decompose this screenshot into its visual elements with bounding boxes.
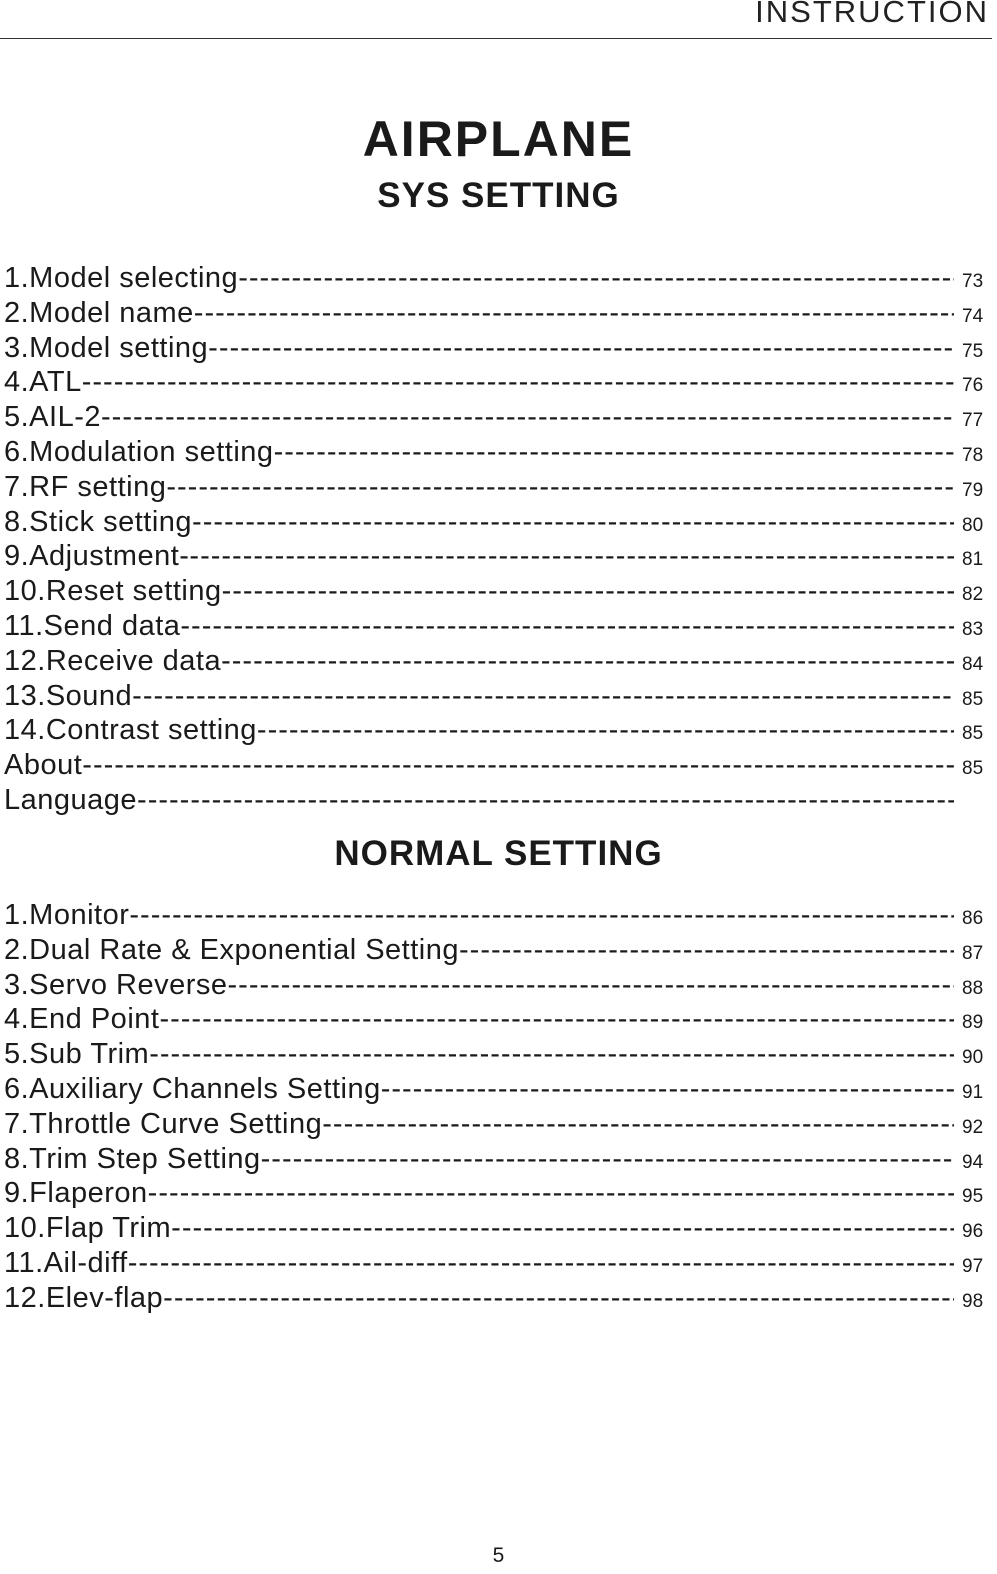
toc-dot-leader [222, 575, 954, 608]
toc-dot-leader [322, 1108, 954, 1141]
toc-entry-label: 11.Ail-diff [4, 1246, 128, 1279]
toc-entry[interactable] [4, 784, 994, 819]
toc-entry-label: About [4, 749, 83, 782]
toc-entry-label: 2.Model name [4, 296, 194, 329]
toc-entry-label: 3.Servo Reverse [4, 968, 228, 1001]
toc-entry[interactable] [4, 332, 994, 367]
toc-entry-page: 96 [962, 1221, 984, 1243]
toc-entry-label: 14.Contrast setting [4, 714, 257, 747]
toc-entry[interactable] [4, 575, 994, 610]
toc-entry-page: 98 [962, 1290, 984, 1312]
toc-entry-label: 3.Model setting [4, 331, 209, 364]
toc-entry[interactable] [4, 1073, 994, 1108]
toc-entry-page: 79 [962, 479, 984, 501]
toc-entry-page: 89 [962, 1012, 984, 1034]
toc-entry-page: 85 [962, 723, 984, 745]
toc-entry[interactable] [4, 1247, 994, 1282]
toc-dot-leader [132, 680, 954, 713]
toc-entry-page: 81 [962, 549, 984, 571]
toc-entry-label: 10.Reset setting [4, 575, 222, 608]
toc-dot-leader [459, 934, 954, 967]
toc-entry-page: 90 [962, 1047, 984, 1069]
toc-entry[interactable] [4, 297, 994, 332]
toc-dot-leader [228, 969, 955, 1002]
toc-entry-page: 78 [962, 444, 984, 466]
toc-entry-label: 4.ATL [4, 366, 82, 399]
toc-entry[interactable] [4, 1143, 994, 1178]
toc-entry-page: 85 [962, 688, 984, 710]
toc-entry-page: 75 [962, 340, 984, 362]
toc-entry-label: 8.Stick setting [4, 505, 193, 538]
toc-entry-page: 94 [962, 1151, 984, 1173]
toc-entry[interactable] [4, 969, 994, 1004]
toc-dot-leader [101, 401, 954, 434]
main-title: AIRPLANE [362, 111, 635, 167]
toc-entry[interactable] [4, 540, 994, 575]
toc-entry[interactable] [4, 506, 994, 541]
toc-entry[interactable] [4, 1003, 994, 1038]
toc-entry[interactable] [4, 471, 994, 506]
toc-entry-label: 6.Auxiliary Channels Setting [4, 1072, 381, 1105]
page-number: 5 [492, 1544, 505, 1567]
toc-entry[interactable] [4, 1038, 994, 1073]
toc-entry[interactable] [4, 1108, 994, 1143]
toc-dot-leader [192, 506, 954, 539]
toc-entry-page: 92 [962, 1116, 984, 1138]
toc-dot-leader [128, 1247, 954, 1280]
toc-dot-leader [163, 1282, 954, 1315]
toc-entry-label: 8.Trim Step Setting [4, 1142, 261, 1175]
toc-entry-page: 91 [962, 1081, 984, 1103]
normal-setting-heading: NORMAL SETTING [334, 834, 663, 873]
toc-dot-leader [166, 471, 954, 504]
toc-dot-leader [171, 1212, 954, 1245]
sys-setting-list [4, 262, 994, 819]
toc-entry[interactable] [4, 749, 994, 784]
toc-entry-label: 13.Sound [4, 679, 133, 712]
toc-entry-label: 11.Send data [4, 609, 181, 642]
toc-entry-label: 10.Flap Trim [4, 1212, 172, 1245]
toc-entry[interactable] [4, 714, 994, 749]
toc-entry[interactable] [4, 401, 994, 436]
toc-dot-leader [129, 899, 954, 932]
toc-dot-leader [274, 436, 954, 469]
toc-dot-leader [257, 714, 954, 747]
toc-entry-page: 82 [962, 584, 984, 606]
toc-entry-page: 85 [962, 758, 984, 780]
toc-entry-label: 9.Adjustment- [4, 540, 190, 573]
toc-entry[interactable] [4, 436, 994, 471]
toc-entry-label: 12.Elev-flap [4, 1281, 164, 1314]
toc-entry-page: 95 [962, 1186, 984, 1208]
toc-dot-leader [180, 610, 954, 643]
toc-entry-page: 97 [962, 1255, 984, 1277]
toc-entry[interactable] [4, 1282, 994, 1317]
toc-entry[interactable] [4, 1212, 994, 1247]
toc-entry-page: 83 [962, 618, 984, 640]
toc-dot-leader [159, 1003, 954, 1036]
toc-entry[interactable] [4, 262, 994, 297]
toc-dot-leader [221, 645, 954, 678]
toc-entry-page: 88 [962, 977, 984, 999]
toc-entry[interactable] [4, 899, 994, 934]
toc-dot-leader [82, 749, 954, 782]
toc-dot-leader [261, 1143, 954, 1176]
toc-entry-label: 5.Sub Trim [4, 1038, 150, 1071]
header-label: INSTRUCTION [755, 0, 989, 29]
toc-entry-label: 7.RF setting [4, 470, 167, 503]
toc-dot-leader [189, 540, 954, 573]
toc-dot-leader [238, 262, 954, 295]
toc-entry[interactable] [4, 610, 994, 645]
toc-entry-label: 4.End Point [4, 1003, 160, 1036]
toc-entry-label: 1.Monitor [4, 899, 130, 931]
toc-entry-label: 12.Receive data [4, 644, 222, 677]
toc-entry-page: 80 [962, 514, 984, 536]
toc-entry-label: 7.Throttle Curve Setting [4, 1107, 323, 1140]
toc-entry[interactable] [4, 1177, 994, 1212]
toc-entry[interactable] [4, 366, 994, 401]
toc-entry-page: 86 [962, 908, 984, 929]
toc-entry[interactable] [4, 680, 994, 715]
toc-dot-leader [148, 1177, 954, 1210]
toc-entry-label: 9.Flaperon [4, 1177, 148, 1210]
toc-entry-page: 76 [962, 375, 984, 397]
normal-setting-list [4, 899, 994, 1317]
toc-entry-page: 77 [962, 410, 984, 432]
toc-entry-page: 73 [962, 271, 984, 292]
toc-entry-page: 87 [962, 942, 984, 964]
header-rule [0, 38, 992, 39]
toc-entry-page: 74 [962, 305, 984, 327]
toc-entry-label: 6.Modulation setting [4, 435, 274, 468]
toc-dot-leader [149, 1038, 954, 1071]
toc-dot-leader [381, 1073, 954, 1106]
toc-dot-leader [208, 332, 954, 365]
toc-entry[interactable] [4, 645, 994, 680]
toc-entry[interactable] [4, 934, 994, 969]
toc-entry-label: 1.Model selecting [4, 262, 239, 294]
toc-dot-leader [82, 366, 954, 399]
toc-entry-page: 84 [962, 653, 984, 675]
toc-entry-label: 2.Dual Rate & Exponential Setting [4, 933, 459, 966]
toc-dot-leader [194, 297, 954, 330]
toc-dot-leader [137, 784, 954, 817]
toc-entry-label: Language [4, 783, 138, 816]
toc-entry-label: 5.AIL-2 [4, 401, 101, 434]
sys-setting-heading: SYS SETTING [377, 176, 620, 215]
